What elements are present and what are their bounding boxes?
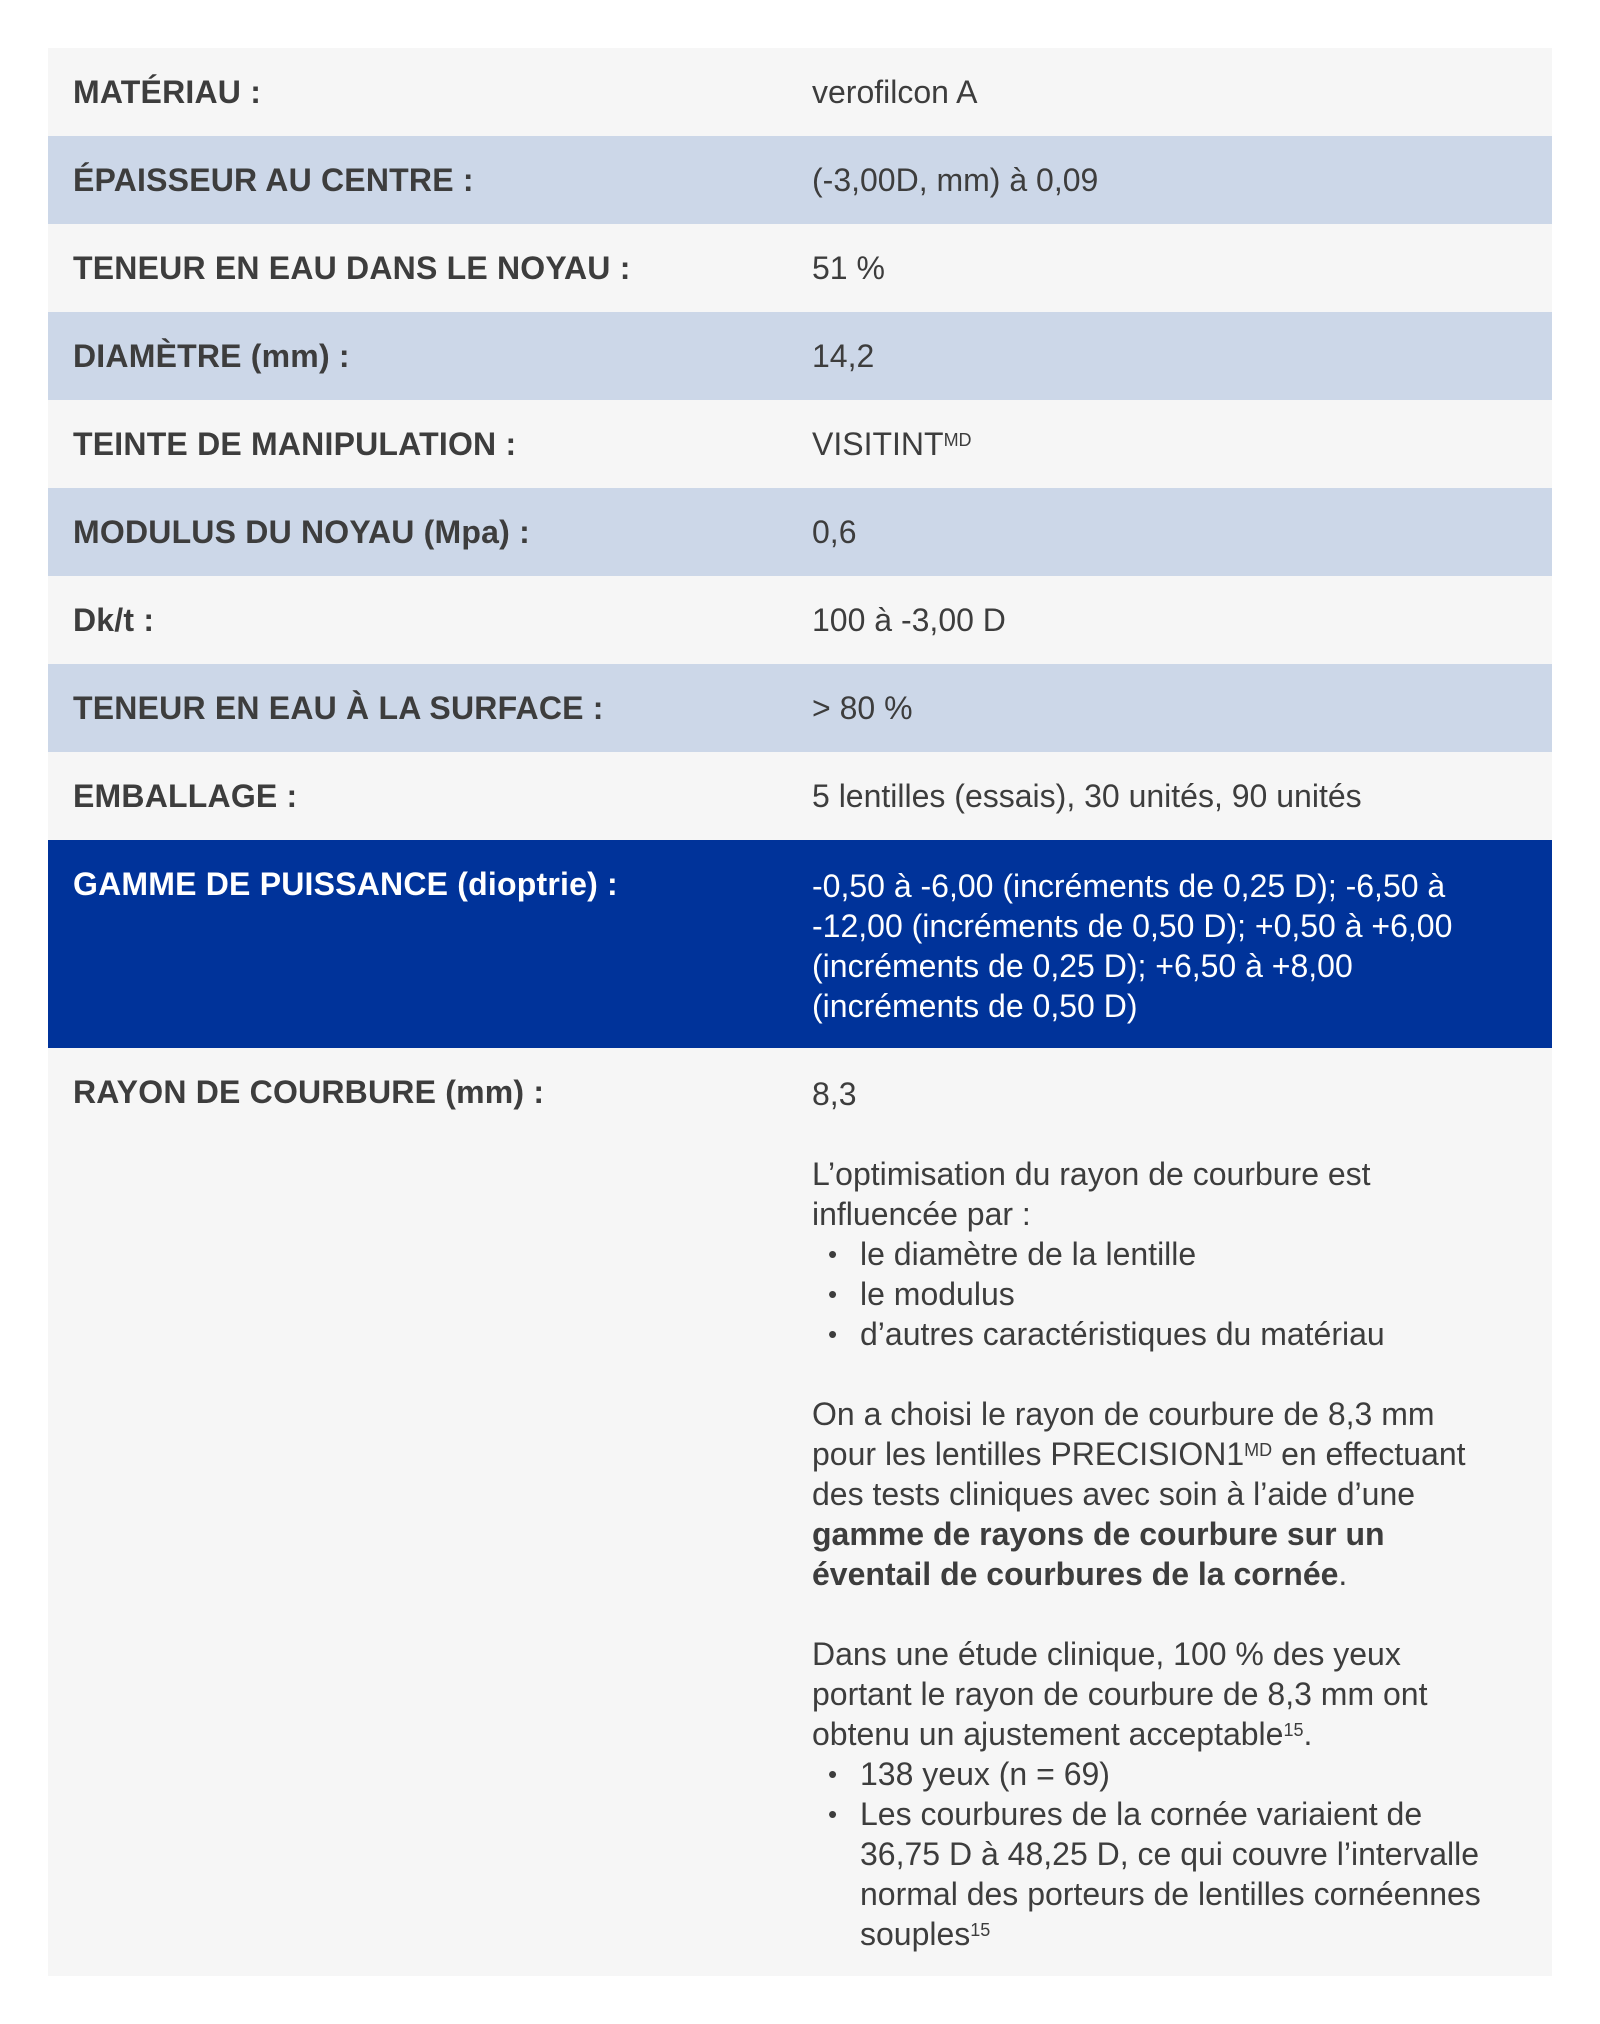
tint-name: VISITINT [812,426,944,462]
spec-row-base-curve [48,1048,1552,1976]
spec-value: 14,2 [812,338,875,374]
spec-row-packaging [48,752,1552,840]
spec-row-diameter [48,312,1552,400]
spec-value: 0,6 [812,514,857,550]
spec-label: TEINTE DE MANIPULATION : [73,425,517,462]
spec-label: EMBALLAGE : [73,777,298,814]
paragraph-text: Dans une étude clinique, 100 % des yeux portant le rayon de courbure de 8,3 mm ont obtenu un ajustement acceptable [812,1636,1428,1752]
spec-label: MATÉRIAU : [73,73,262,110]
spec-value-base-curve [812,1074,1552,1954]
spec-label: RAYON DE COURBURE (mm) : [73,1074,545,1110]
spec-row-core-water-content [48,224,1552,312]
spec-value: 51 % [812,250,885,286]
spec-value [812,424,1552,464]
trademark-sup: MD [943,430,972,450]
spec-row-core-modulus [48,488,1552,576]
spec-label: GAMME DE PUISSANCE (dioptrie) : [73,866,618,902]
spec-row-dkt [48,576,1552,664]
reference-sup: 15 [1283,1720,1304,1740]
spec-label: TENEUR EN EAU DANS LE NOYAU : [73,249,631,286]
spec-label: ÉPAISSEUR AU CENTRE : [73,161,474,198]
spec-label: TENEUR EN EAU À LA SURFACE : [73,689,604,726]
list-item: • le diamètre de la lentille [812,1234,1492,1274]
paragraph-text: On a choisi le rayon de courbure de 8,3 mm pour les lentilles PRECISION1 [812,1396,1435,1472]
list-item: • 138 yeux (n = 69) [812,1754,1492,1794]
paragraph-text: . [1303,1716,1313,1752]
paragraph-text: . [1338,1556,1348,1592]
list-item [812,1794,1492,1954]
spec-row-handling-tint [48,400,1552,488]
lens-specifications-table [48,48,1552,1976]
spec-value: 100 à -3,00 D [812,602,1006,638]
spec-label: MODULUS DU NOYAU (Mpa) : [73,513,530,550]
spec-row-center-thickness [48,136,1552,224]
clinical-study-list [812,1754,1492,1954]
trademark-sup: MD [1244,1440,1273,1460]
base-curve-factors-list [812,1234,1492,1354]
spec-value: verofilcon A [812,74,978,110]
spec-value: -0,50 à -6,00 (incréments de 0,25 D); -6,50 à -12,00 (incréments de 0,50 D); +0,50 à +6,00 (incréments de 0,25 D); +6,50 à +8,00 (incréments de 0,50 D) [812,868,1453,1024]
spec-value: (-3,00D, mm) à 0,09 [812,162,1099,198]
base-curve-intro: L’optimisation du rayon de courbure est influencée par : [812,1156,1371,1232]
list-item: • d’autres caractéristiques du matériau [812,1314,1492,1354]
spec-row-power-range [48,840,1552,1048]
base-curve-value: 8,3 [812,1076,857,1112]
spec-value: 5 lentilles (essais), 30 unités, 90 unités [812,778,1362,814]
reference-sup: 15 [970,1920,991,1940]
list-item: • le modulus [812,1274,1492,1314]
clinical-study-paragraph [812,1634,1492,1754]
spec-label: Dk/t : [73,601,155,638]
paragraph-bold-text: gamme de rayons de courbure sur un éventail de courbures de la cornée [812,1516,1385,1592]
spec-row-material [48,48,1552,136]
spec-value: > 80 % [812,690,913,726]
spec-label: DIAMÈTRE (mm) : [73,337,350,374]
spec-row-surface-water-content [48,664,1552,752]
paragraph-text: en effectuant des tests cliniques avec soin à l’aide d’une [812,1436,1466,1512]
list-item-text: Les courbures de la cornée variaient de 36,75 D à 48,25 D, ce qui couvre l’intervalle normal des porteurs de lentilles cornéennes souples [860,1796,1481,1952]
base-curve-selection-paragraph [812,1394,1492,1594]
